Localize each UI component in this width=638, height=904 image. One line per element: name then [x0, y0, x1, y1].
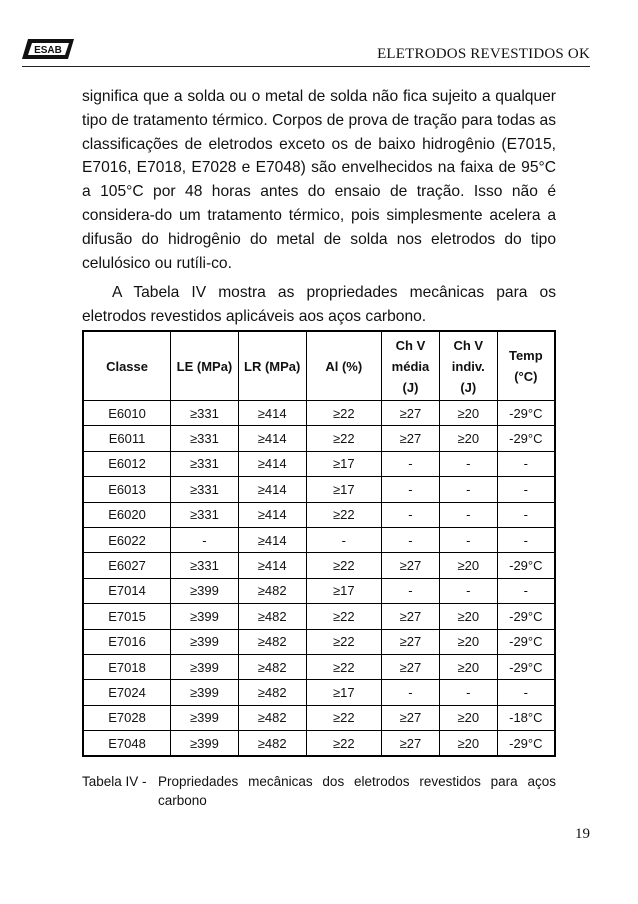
column-header-line: (°C)	[514, 369, 538, 384]
table-cell: ≥17	[306, 451, 382, 476]
header-divider	[22, 66, 590, 67]
table-cell: -	[497, 502, 555, 527]
table-cell: ≥20	[439, 654, 497, 679]
table-cell: ≥399	[171, 731, 239, 757]
mechanical-properties-table	[82, 330, 556, 757]
table-cell: -29°C	[497, 604, 555, 629]
table-cell: -	[497, 527, 555, 552]
table-cell: ≥22	[306, 629, 382, 654]
table-cell: ≥414	[238, 401, 306, 426]
column-header-line: (J)	[460, 379, 477, 395]
table-cell: ≥20	[439, 426, 497, 451]
table-cell: ≥22	[306, 705, 382, 730]
table-cell: -18°C	[497, 705, 555, 730]
table-body	[83, 401, 555, 757]
table-cell: ≥20	[439, 705, 497, 730]
table-cell: -	[382, 527, 440, 552]
table-cell: ≥20	[439, 629, 497, 654]
table-row	[83, 426, 555, 451]
table-cell: ≥20	[439, 553, 497, 578]
column-header-line: Ch V	[453, 337, 484, 353]
column-header-line: LR (MPa)	[244, 358, 301, 374]
table-cell: ≥331	[171, 477, 239, 502]
electrode-class-cell: E6022	[83, 527, 171, 552]
table-cell: ≥27	[382, 731, 440, 757]
electrode-class-cell: E7014	[83, 578, 171, 603]
electrode-class-cell: E6027	[83, 553, 171, 578]
table-row	[83, 654, 555, 679]
table-row	[83, 451, 555, 476]
table-cell: ≥331	[171, 451, 239, 476]
table-cell: ≥22	[306, 654, 382, 679]
table-cell: ≥414	[238, 426, 306, 451]
table-cell: ≥27	[382, 705, 440, 730]
table-cell: ≥17	[306, 680, 382, 705]
table-cell: ≥482	[238, 731, 306, 757]
table-cell: -	[382, 502, 440, 527]
table-cell: -	[497, 680, 555, 705]
column-header-line: Ch V	[395, 337, 426, 353]
table-cell: ≥482	[238, 604, 306, 629]
table-row	[83, 705, 555, 730]
column-header-line: Classe	[106, 358, 148, 374]
header-title: ELETRODOS REVESTIDOS OK	[377, 46, 590, 62]
logo-text: ESAB	[34, 45, 62, 56]
paragraph-2: A Tabela IV mostra as propriedades mecânicas para os eletrodos revestidos aplicáveis aos aços carbono.	[82, 284, 556, 326]
table-cell: ≥331	[171, 553, 239, 578]
table-row	[83, 527, 555, 552]
table-cell: ≥20	[439, 401, 497, 426]
column-header	[83, 331, 171, 401]
table-cell: -	[439, 527, 497, 552]
table-cell: ≥17	[306, 578, 382, 603]
body-text	[82, 85, 556, 329]
column-header	[382, 331, 440, 401]
table-row	[83, 553, 555, 578]
column-header	[238, 331, 306, 401]
table-cell: -29°C	[497, 426, 555, 451]
table-cell: ≥399	[171, 705, 239, 730]
table-row	[83, 502, 555, 527]
table-cell: ≥27	[382, 654, 440, 679]
table-cell: -29°C	[497, 401, 555, 426]
table-row	[83, 401, 555, 426]
table-header-row	[83, 331, 555, 401]
electrode-class-cell: E6010	[83, 401, 171, 426]
column-header	[171, 331, 239, 401]
electrode-class-cell: E7028	[83, 705, 171, 730]
table-cell: ≥22	[306, 502, 382, 527]
table-cell: ≥399	[171, 604, 239, 629]
table-cell: -	[497, 451, 555, 476]
column-header	[306, 331, 382, 401]
table-cell: -	[382, 477, 440, 502]
table-cell: -	[439, 502, 497, 527]
table-row	[83, 731, 555, 757]
table-cell: ≥27	[382, 426, 440, 451]
table-cell: -	[497, 477, 555, 502]
table-cell: ≥331	[171, 401, 239, 426]
table-cell: -	[439, 451, 497, 476]
table-cell: -29°C	[497, 731, 555, 757]
table-cell: ≥27	[382, 553, 440, 578]
table-cell: -29°C	[497, 553, 555, 578]
table-cell: -	[439, 477, 497, 502]
electrode-class-cell: E7015	[83, 604, 171, 629]
table-cell: ≥399	[171, 654, 239, 679]
table-cell: ≥399	[171, 680, 239, 705]
electrode-class-cell: E7024	[83, 680, 171, 705]
table-row	[83, 604, 555, 629]
column-header	[497, 331, 555, 401]
table-cell: -	[497, 578, 555, 603]
table-cell: ≥482	[238, 629, 306, 654]
table-cell: -29°C	[497, 629, 555, 654]
table-cell: ≥27	[382, 401, 440, 426]
column-header-line: (J)	[402, 379, 419, 395]
table-cell: ≥399	[171, 578, 239, 603]
table-cell: ≥482	[238, 654, 306, 679]
table-cell: ≥331	[171, 426, 239, 451]
table-cell: -	[439, 578, 497, 603]
table-cell: ≥414	[238, 477, 306, 502]
column-header-line: indiv.	[451, 358, 485, 374]
table-cell: ≥27	[382, 604, 440, 629]
table-row	[83, 477, 555, 502]
electrode-class-cell: E6013	[83, 477, 171, 502]
table-cell: -	[382, 578, 440, 603]
table-cell: ≥22	[306, 553, 382, 578]
table-cell: -	[306, 527, 382, 552]
column-header	[439, 331, 497, 401]
electrode-class-cell: E6011	[83, 426, 171, 451]
table-cell: -29°C	[497, 654, 555, 679]
paragraph-1: significa que a solda ou o metal de solda não fica sujeito a qualquer tipo de tratamento térmico. Corpos de prova de tração para todas as classificações de eletrodos exceto os de baixo hidrogênio (E7015, E7016, E7018, E7028 e E7048) são envelhecidos na faixa de 95°C a 105°C por 48 horas antes do ensaio de tração. Isso não é considera-do um tratamento térmico, pois simplesmente acelera a difusão do hidrogênio do metal de solda nos eletrodos do tipo celulósico ou rutíli-co.	[82, 88, 556, 272]
table-cell: ≥22	[306, 604, 382, 629]
table-cell: ≥20	[439, 604, 497, 629]
table-cell: ≥414	[238, 527, 306, 552]
column-header-line: Temp	[508, 348, 543, 363]
table-cell: ≥414	[238, 451, 306, 476]
caption-text: Propriedades mecânicas dos eletrodos revestidos para aços carbono	[158, 774, 556, 808]
table-cell: ≥414	[238, 553, 306, 578]
table-cell: ≥482	[238, 705, 306, 730]
column-header-line: Al (%)	[325, 358, 363, 374]
table-cell: ≥414	[238, 502, 306, 527]
table-caption	[82, 772, 556, 810]
table-cell: -	[171, 527, 239, 552]
esab-logo	[22, 36, 76, 62]
electrode-class-cell: E7018	[83, 654, 171, 679]
column-header-line: LE (MPa)	[176, 358, 233, 374]
page-number: 19	[575, 826, 590, 842]
table-cell: ≥20	[439, 731, 497, 757]
table-row	[83, 578, 555, 603]
table-cell: ≥22	[306, 401, 382, 426]
electrode-class-cell: E7016	[83, 629, 171, 654]
table-cell: -	[382, 680, 440, 705]
electrode-class-cell: E7048	[83, 731, 171, 757]
caption-label: Tabela IV -	[82, 774, 147, 789]
table-cell: -	[439, 680, 497, 705]
table-cell: ≥399	[171, 629, 239, 654]
table-row	[83, 629, 555, 654]
table-cell: -	[382, 451, 440, 476]
electrode-class-cell: E6012	[83, 451, 171, 476]
table-cell: ≥17	[306, 477, 382, 502]
table-cell: ≥331	[171, 502, 239, 527]
electrode-class-cell: E6020	[83, 502, 171, 527]
table-cell: ≥22	[306, 731, 382, 757]
table-cell: ≥27	[382, 629, 440, 654]
column-header-line: média	[391, 358, 430, 374]
table-row	[83, 680, 555, 705]
table-cell: ≥482	[238, 680, 306, 705]
table-cell: ≥22	[306, 426, 382, 451]
table-cell: ≥482	[238, 578, 306, 603]
